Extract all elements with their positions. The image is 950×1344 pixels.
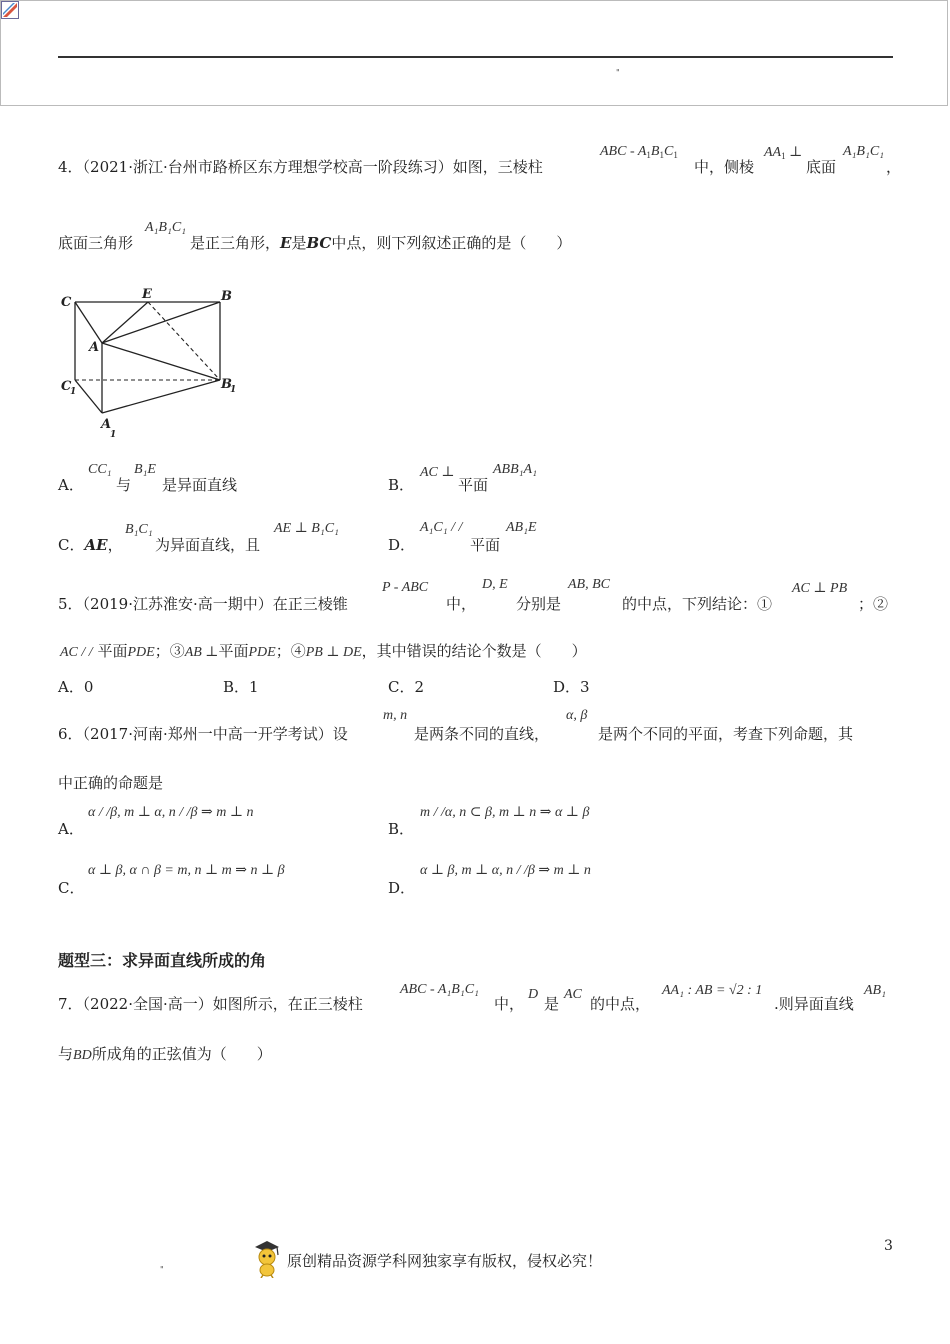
q5-m4: AC ⊥ PB — [792, 581, 848, 596]
q5-line1a: 5．（2019·江苏淮安·高一期中）在正三棱锥 — [58, 595, 348, 613]
q7-line1c: 是 — [544, 995, 560, 1013]
q5-option-b: B．1 — [223, 678, 259, 696]
fig-label-C: C — [61, 295, 72, 310]
page-header — [0, 0, 948, 106]
footer-mark: " — [160, 1265, 164, 1274]
fig-label-A1: A — [101, 417, 112, 432]
q7-m1: ABC - A₁B₁C₁ — [400, 982, 479, 997]
q4-aa1: $AA_1$ ⊥ — [764, 145, 803, 161]
q6-option-b-m: m / /α, n ⊂ β, m ⊥ n ⇒ α ⊥ β — [420, 805, 590, 820]
page-number: 3 — [884, 1238, 893, 1254]
fig-sub-B1: 1 — [230, 385, 237, 395]
q7-line1a: 7．（2022·全国·高一）如图所示，在正三棱柱 — [58, 995, 363, 1013]
q5-option-d: D．3 — [553, 678, 590, 696]
q4-option-b-label: B． — [388, 476, 415, 494]
q7-m4: AA₁ : AB = √2 : 1 — [662, 983, 763, 998]
q4-line2a: 底面三角形 — [58, 234, 134, 252]
q6-m1: m, n — [383, 708, 408, 723]
fig-label-C1: C — [61, 379, 72, 394]
q4-text-base: 底面 — [806, 158, 837, 176]
q5-m1: P - ABC — [382, 580, 429, 595]
q4-option-d-t1: 平面 — [470, 536, 501, 554]
q5-option-c: C．2 — [388, 678, 425, 696]
fig-sub-A1: 1 — [110, 430, 117, 440]
q6-option-a-label: A． — [58, 820, 84, 838]
q7-line1d: 的中点， — [590, 995, 651, 1013]
q7-m3: AC — [564, 987, 582, 1002]
q4-text-mid: 中，侧棱 — [694, 158, 755, 176]
q4-option-a-t2: 是异面直线 — [162, 476, 238, 494]
q6-line2: 中正确的命题是 — [58, 774, 164, 792]
q6-option-d-m: α ⊥ β, m ⊥ α, n / /β ⇒ m ⊥ n — [420, 863, 591, 878]
q4-option-c-t1: 为异面直线，且 — [155, 536, 261, 554]
q7-m2: D — [528, 987, 539, 1002]
q4-option-c-m2: AE ⊥ B₁C₁ — [274, 521, 339, 536]
q4-option-d-m1: A₁C₁ / / — [420, 520, 463, 535]
q4-option-a-m2: B₁E — [134, 462, 156, 477]
q5-line1c: 分别是 — [516, 595, 562, 613]
q5-line1e: ；② — [858, 595, 889, 613]
q4-option-a-label: A． — [58, 476, 84, 494]
q4-option-a-m1: CC₁ — [88, 462, 112, 477]
q7-m5: AB₁ — [864, 983, 886, 998]
header-rule — [58, 56, 893, 58]
fig-sub-C1: 1 — [70, 387, 77, 397]
q4-base-triangle: A₁B₁C₁ — [843, 144, 885, 159]
q4-option-b-m1: AC ⊥ — [420, 465, 455, 480]
q5-m2: D, E — [482, 577, 508, 592]
fig-label-A: A — [89, 340, 100, 355]
footer-copyright: 原创精品资源学科网独家享有版权，侵权必究！ — [287, 1252, 603, 1270]
q6-line1c: 是两个不同的平面，考查下列命题，其 — [598, 725, 854, 743]
q6-option-a-m: α / /β, m ⊥ α, n / /β ⇒ m ⊥ n — [88, 805, 254, 820]
q4-option-d-label: D． — [388, 536, 416, 554]
section-heading: 题型三：求异面直线所成的角 — [58, 951, 267, 970]
q4-option-b-t1: 平面 — [458, 476, 489, 494]
q6-line1b: 是两条不同的直线， — [414, 725, 550, 743]
q5-option-a: A．0 — [58, 678, 94, 696]
prism-figure — [55, 280, 245, 445]
q6-option-c-label: C． — [58, 879, 85, 897]
q4-option-d-m2: AB₁E — [506, 520, 537, 535]
q4-base-triangle-2: A₁B₁C₁ — [145, 220, 187, 235]
header-mark: " — [616, 68, 620, 77]
q6-option-b-label: B． — [388, 820, 415, 838]
image-placeholder-icon — [1, 1, 19, 19]
q4-option-c-m1: B₁C₁ — [125, 522, 153, 537]
q6-option-d-label: D． — [388, 879, 416, 897]
q6-m2: α, β — [566, 708, 588, 723]
q7-line2: 与BD所成角的正弦值为（ ） — [58, 1045, 272, 1063]
q4-option-a-t1: 与 — [116, 476, 132, 494]
q7-line1b: 中， — [494, 995, 525, 1013]
fig-label-B: B — [221, 289, 232, 304]
q5-m3: AB, BC — [568, 577, 610, 592]
q4-option-b-m2: ABB₁A₁ — [493, 462, 537, 477]
fig-label-B1: B — [221, 377, 232, 392]
q7-line1e: .则异面直线 — [774, 995, 854, 1013]
q4-line1: 4．（2021·浙江·台州市路桥区东方理想学校高一阶段练习）如图，三棱柱 — [58, 158, 543, 176]
q5-line1b: 中， — [446, 595, 477, 613]
mascot-icon — [252, 1238, 282, 1278]
q4-line2b: 是正三角形，E是BC中点，则下列叙述正确的是（ ） — [190, 234, 572, 252]
q5-line2: AC / / 平面PDE；③AB ⊥平面PDE；④PB ⊥ DE，其中错误的结论个数是（ ） — [60, 642, 587, 660]
q4-comma: ， — [886, 158, 902, 176]
q4-prism-formula: ABC - $A_1B_1C_1$ — [600, 144, 678, 160]
q5-line1d: 的中点，下列结论：① — [622, 595, 773, 613]
q4-option-c-label: C．AE， — [58, 536, 123, 554]
q6-line1a: 6．（2017·河南·郑州一中高一开学考试）设 — [58, 725, 348, 743]
q6-option-c-m: α ⊥ β, α ∩ β = m, n ⊥ m ⇒ n ⊥ β — [88, 863, 285, 878]
fig-label-E: E — [142, 287, 152, 302]
